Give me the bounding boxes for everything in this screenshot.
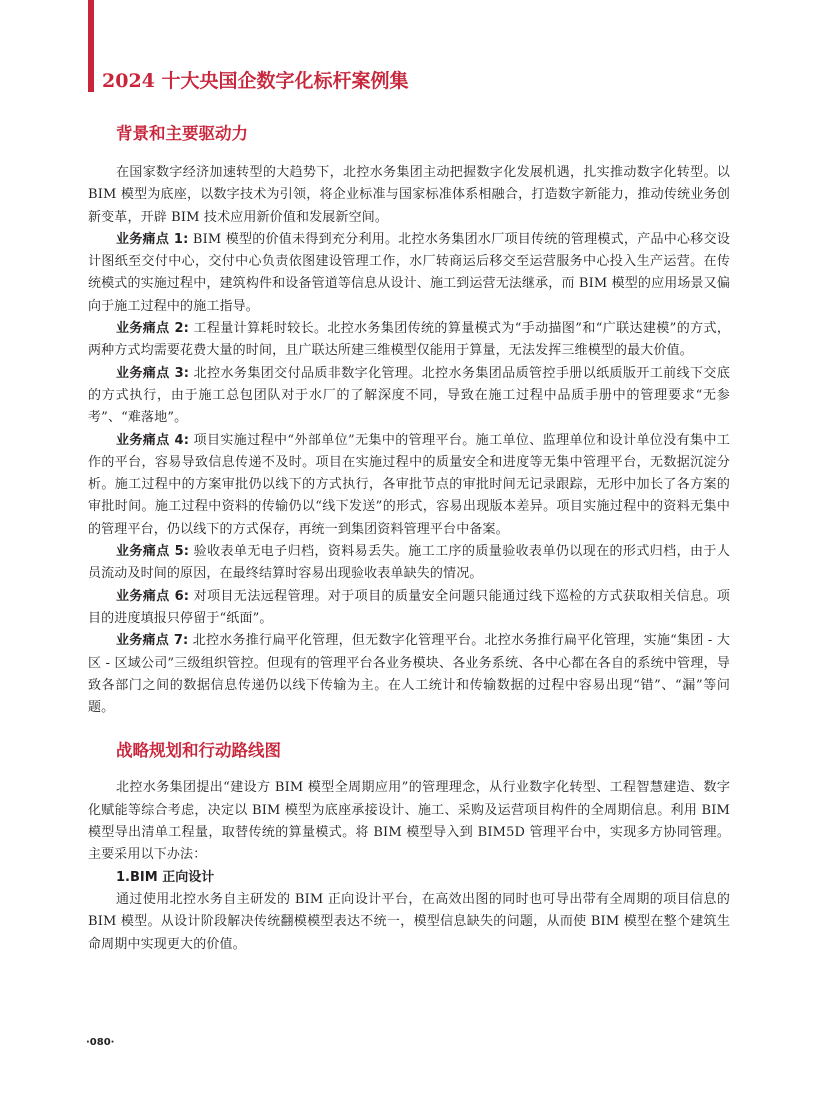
pain-point-paragraph — [88, 430, 730, 541]
section-intro-paragraph: 在国家数字经济加速转型的大趋势下，北控水务集团主动把握数字化发展机遇，扎实推动数字化转型。以 BIM 模型为底座，以数字技术为引领，将企业标准与国家标准体系相融合，打造数字新能力，推动传统业务创新变革，开辟 BIM 技术应用新价值和发展新空间。 — [88, 165, 730, 225]
pain-point-label: 业务痛点 2: — [116, 321, 189, 337]
pain-point-label: 业务痛点 4: — [116, 432, 190, 448]
pain-point-paragraph — [88, 229, 730, 318]
pain-point-text: 北控水务集团交付品质非数字化管理。北控水务集团品质管控手册以纸质版开工前线下交底的方式执行，由于施工总包团队对于水厂的了解深度不同，导致在施工过程中品质手册中的管理要求“无参考”、“难落地”。 — [88, 365, 730, 426]
pain-point-paragraph — [88, 541, 730, 586]
section-heading-strategy: 战略规划和行动路线图 — [116, 741, 281, 761]
pain-point-label: 业务痛点 3: — [116, 365, 190, 381]
pain-point-text: 对项目无法远程管理。对于项目的质量安全问题只能通过线下巡检的方式获取相关信息。项目的进度填报只停留于“纸面”。 — [88, 588, 730, 626]
page-number: ·080· — [86, 1037, 115, 1048]
pain-point-paragraph — [88, 363, 730, 430]
pain-point-text: 验收表单无电子归档，资料易丢失。施工工序的质量验收表单仍以现在的形式归档，由于人员流动及时间的原因，在最终结算时容易出现验收表单缺失的情况。 — [88, 544, 730, 582]
pain-point-text: 项目实施过程中“外部单位”无集中的管理平台。施工单位、监理单位和设计单位没有集中工作的平台，容易导致信息传递不及时。项目在实施过程中的质量安全和进度等无集中管理平台，无数据沉淀分析。施工过程中的方案审批仍以线下的方式执行，各审批节点的审批时间无记录跟踪，无形中加长了各方案的审批时间。施工过程中资料的传输仍以“线下发送”的形式，容易出现版本差异。项目实施过程中的资料无集中的管理平台，仍以线下的方式保存，再统一到集团资料管理平台中备案。 — [88, 432, 730, 537]
pain-point-text: 北控水务推行扁平化管理，但无数字化管理平台。北控水务推行扁平化管理，实施“集团 - 大区 - 区域公司”三级组织管控。但现有的管理平台各业务模块、各业务系统、各中心都在各自的系统中管理，导致各部门之间的数据信息传递仍以线下传输为主。在人工统计和传输数据的过程中容易出现“错”、“漏”等问题。 — [88, 633, 730, 716]
pain-point-label: 业务痛点 6: — [116, 588, 190, 604]
pain-point-paragraph — [88, 586, 730, 631]
header-title: 2024 十大央国企数字化标杆案例集 — [102, 70, 409, 92]
pain-point-paragraph — [88, 630, 730, 719]
subsection-heading: 1.BIM 正向设计 — [116, 869, 215, 885]
pain-point-paragraph — [88, 318, 730, 363]
page-content — [88, 120, 730, 956]
pain-point-text: 工程量计算耗时较长。北控水务集团传统的算量模式为“手动描图”和“广联达建模”的方式，两种方式均需要花费大量的时间，且广联达所建三维模型仅能用于算量，无法发挥三维模型的最大价值。 — [88, 321, 730, 359]
pain-point-label: 业务痛点 1: — [116, 231, 189, 247]
section-heading-background: 背景和主要驱动力 — [116, 124, 248, 143]
subsection-paragraph: 通过使用北控水务自主研发的 BIM 正向设计平台，在高效出图的同时也可导出带有全周期的项目信息的 BIM 模型。从设计阶段解决传统翻模模型表达不统一，模型信息缺失的问题，从而使 BIM 模型在整个建筑生命周期中实现更大的价值。 — [88, 891, 730, 952]
pain-point-label: 业务痛点 5: — [116, 544, 190, 560]
section-intro-paragraph: 北控水务集团提出“建设方 BIM 模型全周期应用”的管理理念，从行业数字化转型、工程智慧建造、数字化赋能等综合考虑，决定以 BIM 模型为底座承接设计、施工、采购及运营项目构件的全周期信息。利用 BIM 模型导出清单工程量，取替传统的算量模式。将 BIM 模型导入到 BIM5D 管理平台中，实现多方协同管理。主要采用以下办法： — [88, 780, 730, 863]
pain-point-text: BIM 模型的价值未得到充分利用。北控水务集团水厂项目传统的管理模式，产品中心移交设计图纸至交付中心，交付中心负责依图建设管理工作，水厂转商运后移交至运营服务中心投入生产运营。在传统模式的实施过程中，建筑构件和设备管道等信息从设计、施工到运营无法继承，而 BIM 模型的应用场景又偏向于施工过程中的施工指导。 — [88, 231, 731, 314]
header-accent-bar — [88, 0, 94, 92]
pain-point-label: 业务痛点 7: — [116, 633, 189, 649]
